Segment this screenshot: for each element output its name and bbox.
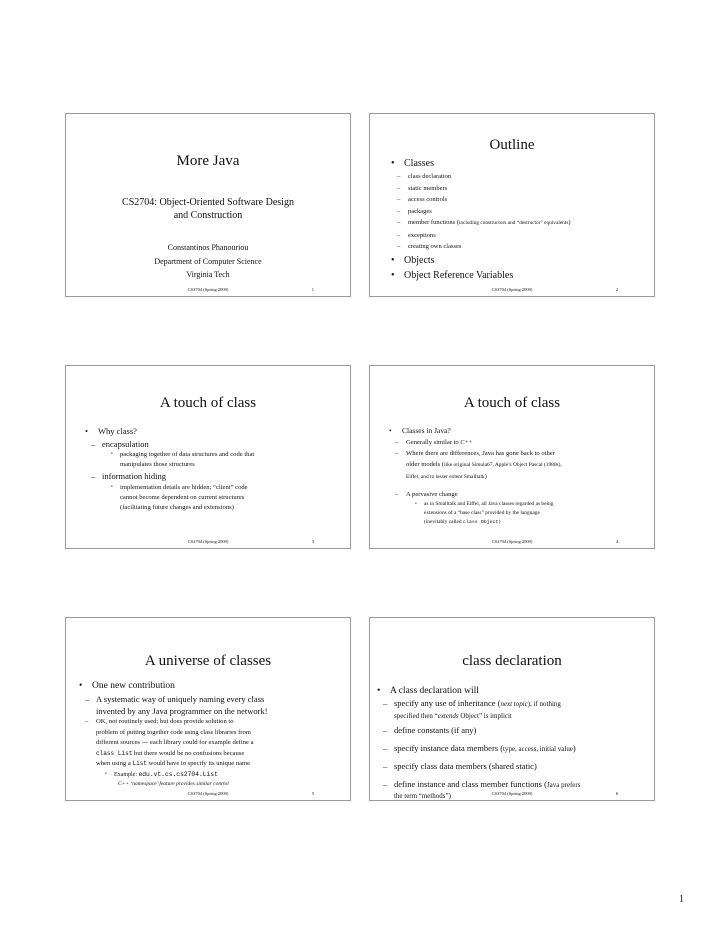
where-simula: like original Simula67, Apple’s Object Pascal (1980s),: [444, 461, 562, 468]
author-block: [66, 241, 350, 282]
sub-bullet-class-declaration: – class declaration: [388, 171, 654, 183]
next-topic: next topic: [500, 700, 528, 708]
extends-keyword: extends: [437, 711, 459, 720]
instance-data-b: type, access, initial value: [503, 744, 573, 753]
slide-title: class declaration: [462, 653, 562, 669]
inheritance-b: ), if nothing: [527, 700, 561, 708]
class-list-code: class List: [96, 749, 133, 757]
footer-course: CS2704 (Spring 2000): [187, 287, 229, 292]
sub-bullet-systematic: – A systematic way of uniquely naming every class: [76, 693, 350, 705]
ok-cont-3: [76, 749, 350, 760]
slide-title: Outline: [489, 137, 535, 153]
sub-bullet-pervasive-change: – A pervasive change: [386, 489, 654, 500]
specified-b: Object” is implicit: [458, 711, 512, 720]
where-older-models: older models (: [406, 460, 445, 468]
slide-title: More Java: [176, 153, 240, 169]
define-functions-a: define instance and class member functions (: [394, 778, 547, 789]
sub-bullet-ok: – OK, not routinely used; but does provide solution to: [76, 717, 350, 728]
slide-number: 6: [615, 791, 618, 796]
slide-footer: [66, 538, 350, 546]
encapsulation-detail: [82, 450, 350, 470]
detail-implementation: • implementation details are hidden; “client” code: [102, 483, 350, 493]
bullet-objects: • Objects: [388, 253, 654, 268]
inevitably-called: (inevitably called: [424, 518, 463, 525]
school: Virginia Tech: [186, 270, 230, 279]
slide-body: [374, 685, 654, 803]
where-close: ): [484, 472, 487, 480]
sub-bullet-define-constants: – define constants (if any): [374, 725, 654, 737]
footer-course: CS2704 (Spring 2000): [491, 287, 533, 292]
example-line: [96, 770, 350, 780]
instance-data-a: specify instance data members (: [394, 742, 504, 753]
slide-footer: [370, 538, 654, 546]
where-cont-2: [386, 471, 654, 483]
slide-5: [65, 617, 351, 801]
author-name: Constantinos Phanouriou: [167, 243, 249, 252]
detail-implementation-cont-2: (facilitating future changes and extensions): [120, 503, 234, 511]
define-functions-c: the term “methods”: [394, 792, 449, 800]
detail-implementation-cont-1: cannot become dependent on current structures: [120, 493, 245, 501]
slide-number: 5: [311, 791, 314, 796]
list-code: List: [132, 760, 148, 767]
class-object-code: class Object: [462, 519, 499, 525]
sub-bullet-instance-data: [374, 743, 654, 756]
slide-3: [65, 365, 351, 549]
slide-2: [369, 113, 655, 297]
sub-bullet-packages: – packages: [388, 206, 654, 218]
slide-footer: [66, 286, 350, 294]
ok-cont-3-text: but there would be no confusions because: [132, 749, 245, 757]
footer-course: CS2704 (Spring 2000): [187, 539, 229, 544]
namespace-note: C++ ‘namespace’ feature provides similar control: [118, 781, 229, 787]
define-functions-b: Java prefers: [546, 780, 581, 789]
detail-smalltalk-cont-2: [406, 518, 654, 527]
footer-course: CS2704 (Spring 2000): [491, 791, 533, 796]
where-cont-1: [386, 459, 654, 471]
ok-detail: [76, 717, 350, 770]
sub-bullet-list: [388, 171, 654, 253]
slide-footer: [370, 286, 654, 294]
sub-bullet-member-functions: [388, 217, 654, 230]
ok-cont-4-b: would have to specify its unique name: [147, 760, 251, 767]
bullet-classes-in-java: • Classes in Java?: [386, 425, 654, 437]
slide-title: A touch of class: [159, 395, 257, 411]
slide-4: [369, 365, 655, 549]
example-code: edu.vt.cs.cs2704.List: [138, 770, 218, 778]
contribution-detail: [76, 693, 350, 717]
slide-number: 2: [615, 287, 618, 292]
bullet-classes: • Classes: [388, 157, 654, 171]
declaration-detail: [374, 698, 654, 803]
java-detail: [386, 437, 654, 500]
bullet-one-new-contribution: • One new contribution: [76, 680, 350, 693]
sub-bullet-information-hiding: – information hiding: [82, 470, 350, 483]
bullet-why-class: • Why class?: [82, 425, 350, 438]
sub-bullet-creating-own-classes: – creating own classes: [388, 241, 654, 253]
sub-bullet-access-controls: – access controls: [388, 194, 654, 206]
detail-smalltalk: • as in Smalltalk and Eiffel, all Java classes regarded as being: [406, 500, 654, 509]
course-title-line-1: CS2704: Object-Oriented Software Design: [122, 197, 294, 208]
footer-course: CS2704 (Spring 2000): [187, 791, 229, 796]
ok-cont-4-a: when using a: [96, 760, 133, 767]
slide-footer: [66, 790, 350, 798]
detail-smalltalk-cont-1: extensions of a “base class” provided by the language: [424, 509, 540, 516]
ok-cont-1: problem of putting together code using class libraries from: [96, 728, 251, 736]
pervasive-detail: [386, 500, 654, 527]
instance-data-c: ): [572, 742, 576, 753]
bullet-a-class-declaration: • A class declaration will: [374, 685, 654, 698]
member-functions-note: including constructors and “destructor” equivalents: [458, 220, 569, 226]
member-functions-text: member functions (: [408, 219, 459, 226]
ok-cont-2: different sources --- each library could for example define a: [96, 739, 254, 746]
footer-course: CS2704 (Spring 2000): [491, 539, 533, 544]
define-functions-d: ): [448, 792, 451, 800]
slide-body: [76, 680, 350, 780]
ok-cont-4: [76, 759, 350, 770]
member-functions-close: ): [568, 219, 571, 226]
slide-body: [82, 425, 350, 513]
hiding-detail: [82, 483, 350, 513]
department: Department of Computer Science: [154, 256, 262, 266]
course-title-line-2: and Construction: [173, 210, 243, 221]
example-label: Example:: [114, 771, 139, 778]
sub-bullet-static-members: – static members: [388, 183, 654, 195]
inheritance-cont: [374, 711, 654, 723]
slide-number: 3: [311, 539, 314, 544]
slide-body: [386, 425, 654, 527]
slide-title: A touch of class: [463, 395, 561, 411]
slide-body: [388, 157, 654, 283]
example-detail: [76, 770, 350, 780]
slide-body: [66, 196, 350, 222]
sub-bullet-generally-similar: – Generally similar to C++: [386, 437, 654, 448]
slide-number: 1: [311, 287, 314, 292]
slide-footer: [370, 790, 654, 798]
inevitably-close: ): [498, 518, 501, 525]
where-eiffel: Eiffel, and to lesser extent Smalltalk: [406, 473, 485, 480]
bullet-object-reference-variables: • Object Reference Variables: [388, 268, 654, 283]
sub-bullet-exceptions: – exceptions: [388, 230, 654, 242]
detail-packaging: • packaging together of data structures and code that: [102, 450, 350, 460]
specified-a: specified then “: [394, 711, 438, 720]
sub-bullet-where-differences: – Where there are differences, Java has gone back to other: [386, 448, 654, 459]
page-number: 1: [679, 894, 684, 905]
slide-number: 4: [615, 539, 618, 544]
slide-6: [369, 617, 655, 801]
slide-1: [65, 113, 351, 297]
sub-bullet-encapsulation: – encapsulation: [82, 438, 350, 451]
slide-title: A universe of classes: [144, 653, 272, 669]
inheritance-a: specify any use of inheritance (: [394, 698, 501, 708]
sub-bullet-inheritance: [374, 698, 654, 711]
detail-packaging-cont: manipulates those structures: [120, 461, 195, 468]
sub-bullet-class-data: – specify class data members (shared static): [374, 761, 654, 773]
systematic-cont: invented by any Java programmer on the network!: [96, 706, 268, 716]
